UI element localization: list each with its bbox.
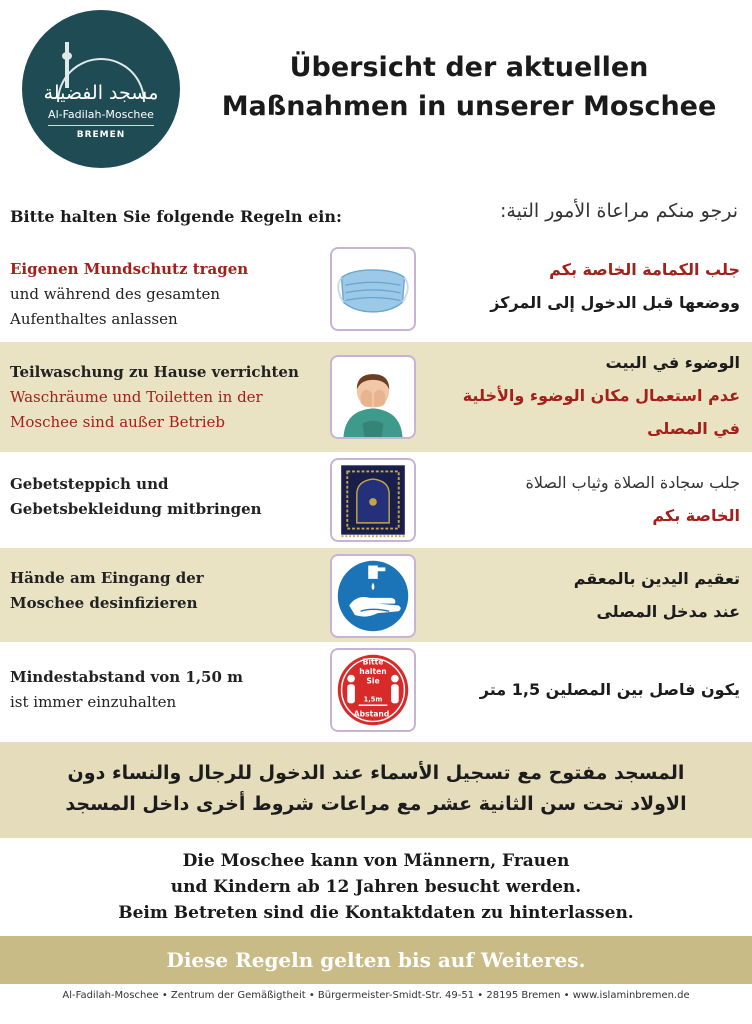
ablution-person-icon <box>330 355 416 439</box>
rule-german: Eigenen Mundschutz tragen und während des gesamten Aufenthaltes anlassen <box>10 260 249 328</box>
rule-german: Mindestabstand von 1,50 m ist immer einzuhalten <box>10 668 244 711</box>
logo-name: Al-Fadilah-Moschee <box>48 108 154 121</box>
logo-arabic-name: مسجد الفضيلة <box>43 82 159 104</box>
sign-text-4: 1,5m <box>363 695 383 704</box>
sign-text-5: Abstand. <box>353 709 393 719</box>
rule-row-mask <box>0 243 752 335</box>
intro-german: Bitte halten Sie folgende Regeln ein: <box>10 207 342 226</box>
intro-arabic: نرجو منكم مراعاة الأمور التية: <box>500 200 738 222</box>
sign-text-3: Sie <box>366 676 380 686</box>
rule-arabic: الوضوء في البيت عدم استعمال مكان الوضوء والأخلية في المصلى <box>462 353 740 438</box>
rule-row-disinfect <box>0 548 752 642</box>
face-mask-icon <box>330 247 416 331</box>
distance-sign-icon <box>330 648 416 732</box>
rule-arabic: جلب الكمامة الخاصة بكم ووضعها قبل الدخول إلى المركز <box>490 260 740 312</box>
prayer-rug-icon <box>330 458 416 542</box>
page-title <box>196 48 742 126</box>
sign-text-2: halten <box>359 666 387 676</box>
rule-arabic: تعقيم اليدين بالمعقم عند مدخل المصلى <box>573 569 740 621</box>
rule-german: Teilwaschung zu Hause verrichten Waschräume und Toiletten in der Moschee sind außer Betrieb <box>10 363 299 431</box>
arabic-notice: المسجد مفتوح مع تسجيل الأسماء عند الدخول للرجال والنساء دون الاولاد تحت سن الثانية عشر مع مراعات شروط أخرى داخل المسجد <box>0 742 752 838</box>
sign-text-1: Bitte <box>362 657 384 667</box>
rule-row-ablution <box>0 342 752 452</box>
rule-row-distance <box>0 645 752 735</box>
rule-arabic: جلب سجادة الصلاة وثياب الصلاة الخاصة بكم <box>525 473 740 525</box>
german-notice: Die Moschee kann von Männern, Frauen und Kindern ab 12 Jahren besucht werden. Beim Betreten sind die Kontaktdaten zu hinterlassen. <box>118 851 634 923</box>
mosque-logo <box>22 10 180 168</box>
hand-sanitizer-icon <box>330 554 416 638</box>
validity-banner: Diese Regeln gelten bis auf Weiteres. <box>0 936 752 984</box>
title-line-1: Übersicht der aktuellen <box>289 52 649 83</box>
rule-row-prayer-rug <box>0 458 752 542</box>
title-line-2: Maßnahmen in unserer Moschee <box>221 91 717 122</box>
rule-arabic: يكون فاصل بين المصلين 1,5 متر <box>479 680 740 699</box>
rule-german: Gebetsteppich und Gebetsbekleidung mitbringen <box>10 475 262 518</box>
logo-city: BREMEN <box>76 130 126 140</box>
footer-address: Al-Fadilah-Moschee • Zentrum der Gemäßigtheit • Bürgermeister-Smidt-Str. 49-51 • 28195 Bremen • www.islaminbremen.de <box>62 990 690 1001</box>
rule-german: Hände am Eingang der Moschee desinfizieren <box>10 569 204 612</box>
